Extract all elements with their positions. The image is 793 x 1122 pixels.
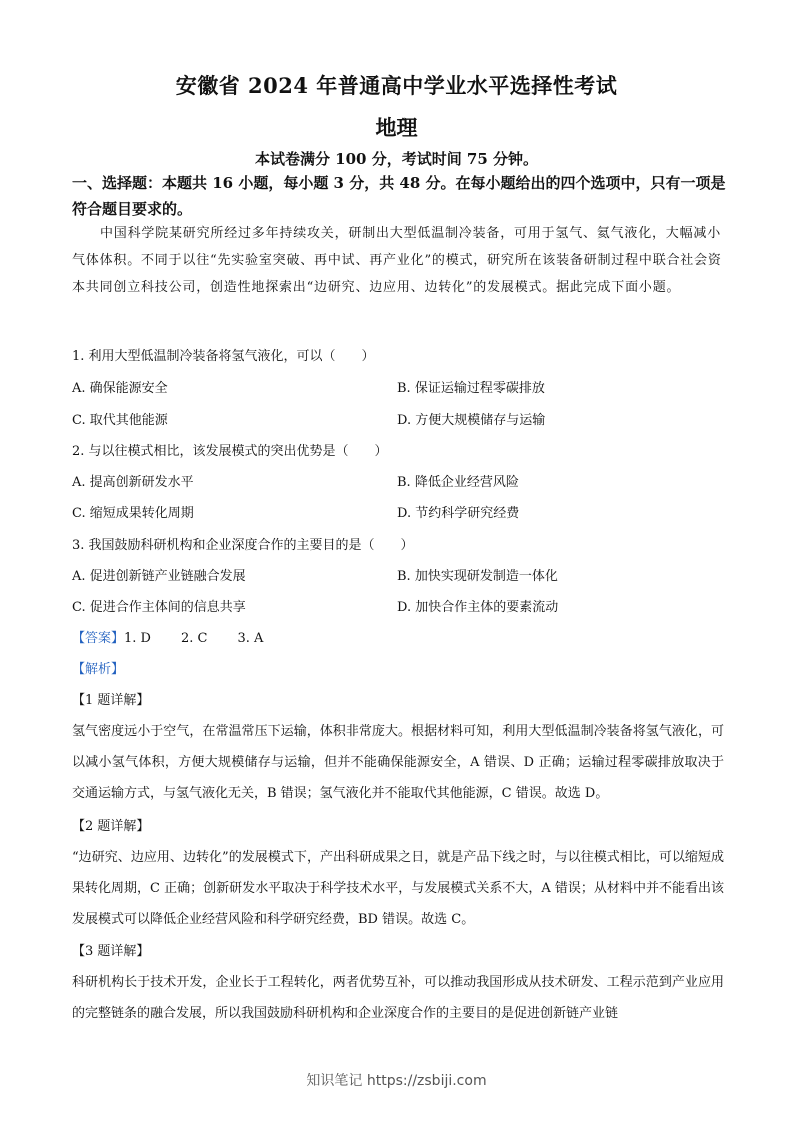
question-2-option-d: D. 节约科学研究经费 [397, 506, 520, 521]
reading-passage: 中国科学院某研究所经过多年持续攻关，研制出大型低温制冷装备，可用于氢气、氦气液化，大幅减小气体体积。不同于以往“先实验室突破、再中试、再产业化”的模式，研究所在该装备研制过程中联合社会资本共同创立科技公司，创造性地探索出“边研究、边应用、边转化”的发展模式。据此完成下面小题。 [72, 226, 722, 295]
question-3-option-d: D. 加快合作主体的要素流动 [397, 600, 559, 615]
question-1-option-b: B. 保证运输过程零碳排放 [397, 381, 545, 396]
answer-label: 【答案】 [72, 631, 125, 646]
question-1-option-d: D. 方便大规模储存与运输 [397, 413, 546, 428]
question-3-option-b: B. 加快实现研发制造一体化 [397, 569, 558, 584]
question-3-stem: 3. 我国鼓励科研机构和企业深度合作的主要目的是（ ） [72, 538, 414, 553]
exam-title: 安徽省 2024 年普通高中学业水平选择性考试 [175, 73, 618, 98]
answer-line [72, 630, 263, 648]
detail-1-heading: 【1 题详解】 [72, 693, 150, 708]
question-1-stem: 1. 利用大型低温制冷装备将氢气液化，可以（ ） [72, 349, 375, 364]
question-3-option-c: C. 促进合作主体间的信息共享 [72, 600, 246, 615]
detail-2-text: “边研究、边应用、边转化”的发展模式下，产出科研成果之日，就是产品下线之时，与以往模式相比，可以缩短成果转化周期，C 正确；创新研发水平取决于科学技术水平，与发展模式关系不大，A 错误；从材料中并不能看出该发展模式可以降低企业经营风险和科学研究经费，BD 错误。故选 C。 [72, 850, 724, 927]
detail-3-heading: 【3 题详解】 [72, 944, 150, 959]
question-2-stem: 2. 与以往模式相比，该发展模式的突出优势是（ ） [72, 444, 388, 459]
section-instructions: 一、选择题：本题共 16 小题，每小题 3 分，共 48 分。在每小题给出的四个选项中，只有一项是符合题目要求的。 [72, 174, 726, 218]
exam-info: 本试卷满分 100 分，考试时间 75 分钟。 [254, 150, 539, 168]
analysis-label: 【解析】 [72, 662, 125, 677]
detail-3-text: 科研机构长于技术开发，企业长于工程转化，两者优势互补，可以推动我国形成从技术研发、工程示范到产业应用的完整链条的融合发展，所以我国鼓励科研机构和企业深度合作的主要目的是促进创新链产业链 [72, 975, 724, 1021]
answer-3: 3. A [237, 631, 264, 646]
detail-1-text: 氢气密度远小于空气，在常温常压下运输，体积非常庞大。根据材料可知，利用大型低温制冷装备将氢气液化，可以减小氢气体积，方便大规模储存与运输，但并不能确保能源安全，A 错误、D 正确；运输过程零碳排放取决于交通运输方式，与氢气液化无关，B 错误；氢气液化并不能取代其他能源，C 错误。故选 D。 [72, 724, 724, 801]
question-2-option-c: C. 缩短成果转化周期 [72, 506, 194, 521]
answer-1: 1. D [124, 631, 151, 646]
detail-2-heading: 【2 题详解】 [72, 819, 150, 834]
question-1-option-a: A. 确保能源安全 [72, 381, 168, 396]
question-3-option-a: A. 促进创新链产业链融合发展 [72, 569, 246, 584]
footer-watermark: 知识笔记 https://zsbiji.com [306, 1073, 487, 1089]
subject-title: 地理 [375, 115, 418, 140]
question-2-option-a: A. 提高创新研发水平 [72, 475, 194, 490]
question-1-option-c: C. 取代其他能源 [72, 413, 168, 428]
question-2-option-b: B. 降低企业经营风险 [397, 475, 519, 490]
answer-2: 2. C [180, 631, 208, 646]
